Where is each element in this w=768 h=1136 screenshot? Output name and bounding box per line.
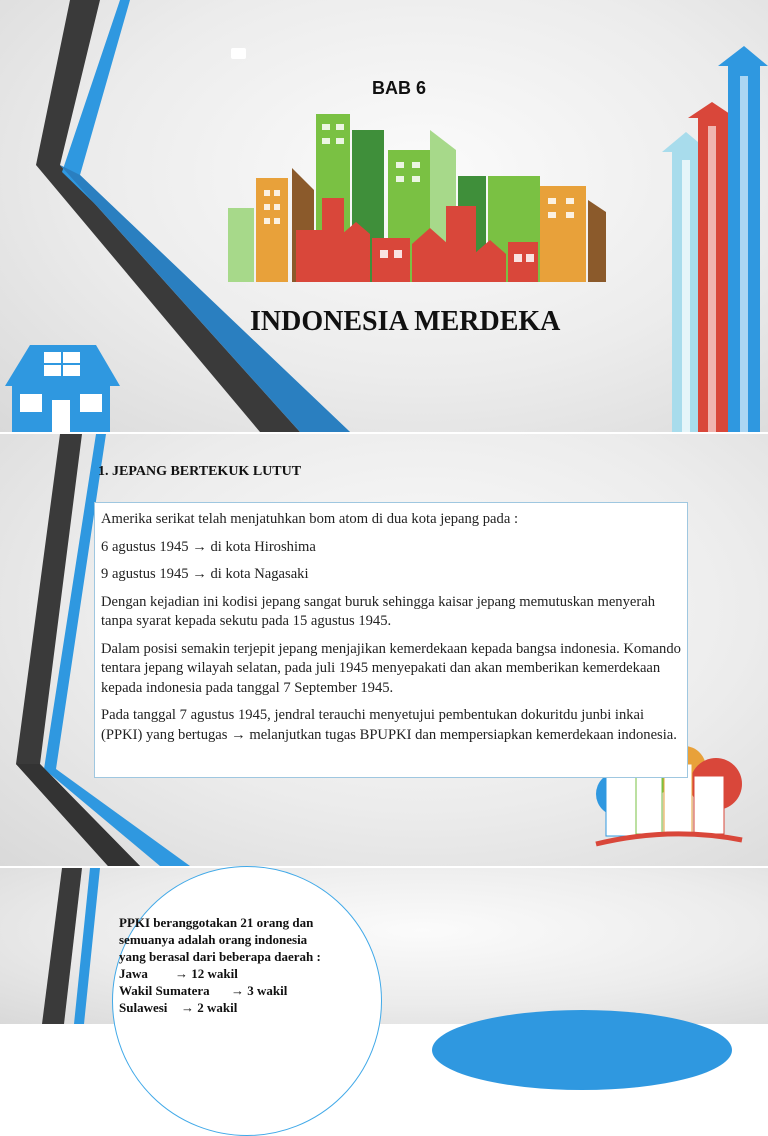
section-heading: 1. JEPANG BERTEKUK LUTUT [98,464,302,479]
region-name: Jawa [119,966,148,981]
content-textbox [94,502,688,778]
region-row [119,999,359,1016]
paragraph: Dalam posisi semakin terjepit jepang menjajikan kemerdekaan kepada bangsa indonesia. Komando tentara jepang wilayah selatan, pada juli 1945 menyepakati dan akan memberikan kemerdekaan kepada indonesia pada tanggal 7 September 1945. [101,640,681,696]
ppki-text [119,914,359,1016]
region-name: Sulawesi [119,1000,168,1015]
slide-content [0,434,768,866]
paragraph: Amerika serikat telah menjatuhkan bom atom di dua kota jepang pada : [101,511,519,527]
intro-line: PPKI beranggotakan 21 orang dan [119,915,314,930]
paragraph: 9 agustus 1945 → di kota Nagasaki [101,566,309,582]
region-name: Wakil Sumatera [119,983,210,998]
intro-line: yang berasal dari beberapa daerah : [119,949,321,964]
slide-title [0,0,768,432]
rising-arrows-illustration [0,0,768,432]
slide-title-text: INDONESIA MERDEKA [250,306,561,337]
chapter-label: BAB 6 [372,78,427,98]
paragraph: Pada tanggal 7 agustus 1945, jendral terauchi menyetujui pembentukan dokuritdu junbi inkai (PPKI) yang bertugas → melanjutkan tugas BPUPKI dan mempersiapkan kemerdekaan indonesia. [101,707,677,743]
paragraph: Dengan kejadian ini kodisi jepang sangat buruk sehingga kaisar jepang memutuskan menyerah tanpa syarat kepada sekutu pada 15 agustus 1945. [101,593,655,629]
region-row [119,982,359,999]
blue-arc-decoration [432,1010,732,1090]
region-row [119,965,359,982]
intro-line: semuanya adalah orang indonesia [119,932,308,947]
region-value: → 2 wakil [181,1000,238,1015]
paragraph: 6 agustus 1945 → di kota Hiroshima [101,538,316,555]
region-value: → 12 wakil [175,966,238,981]
region-value: → 3 wakil [231,983,288,998]
